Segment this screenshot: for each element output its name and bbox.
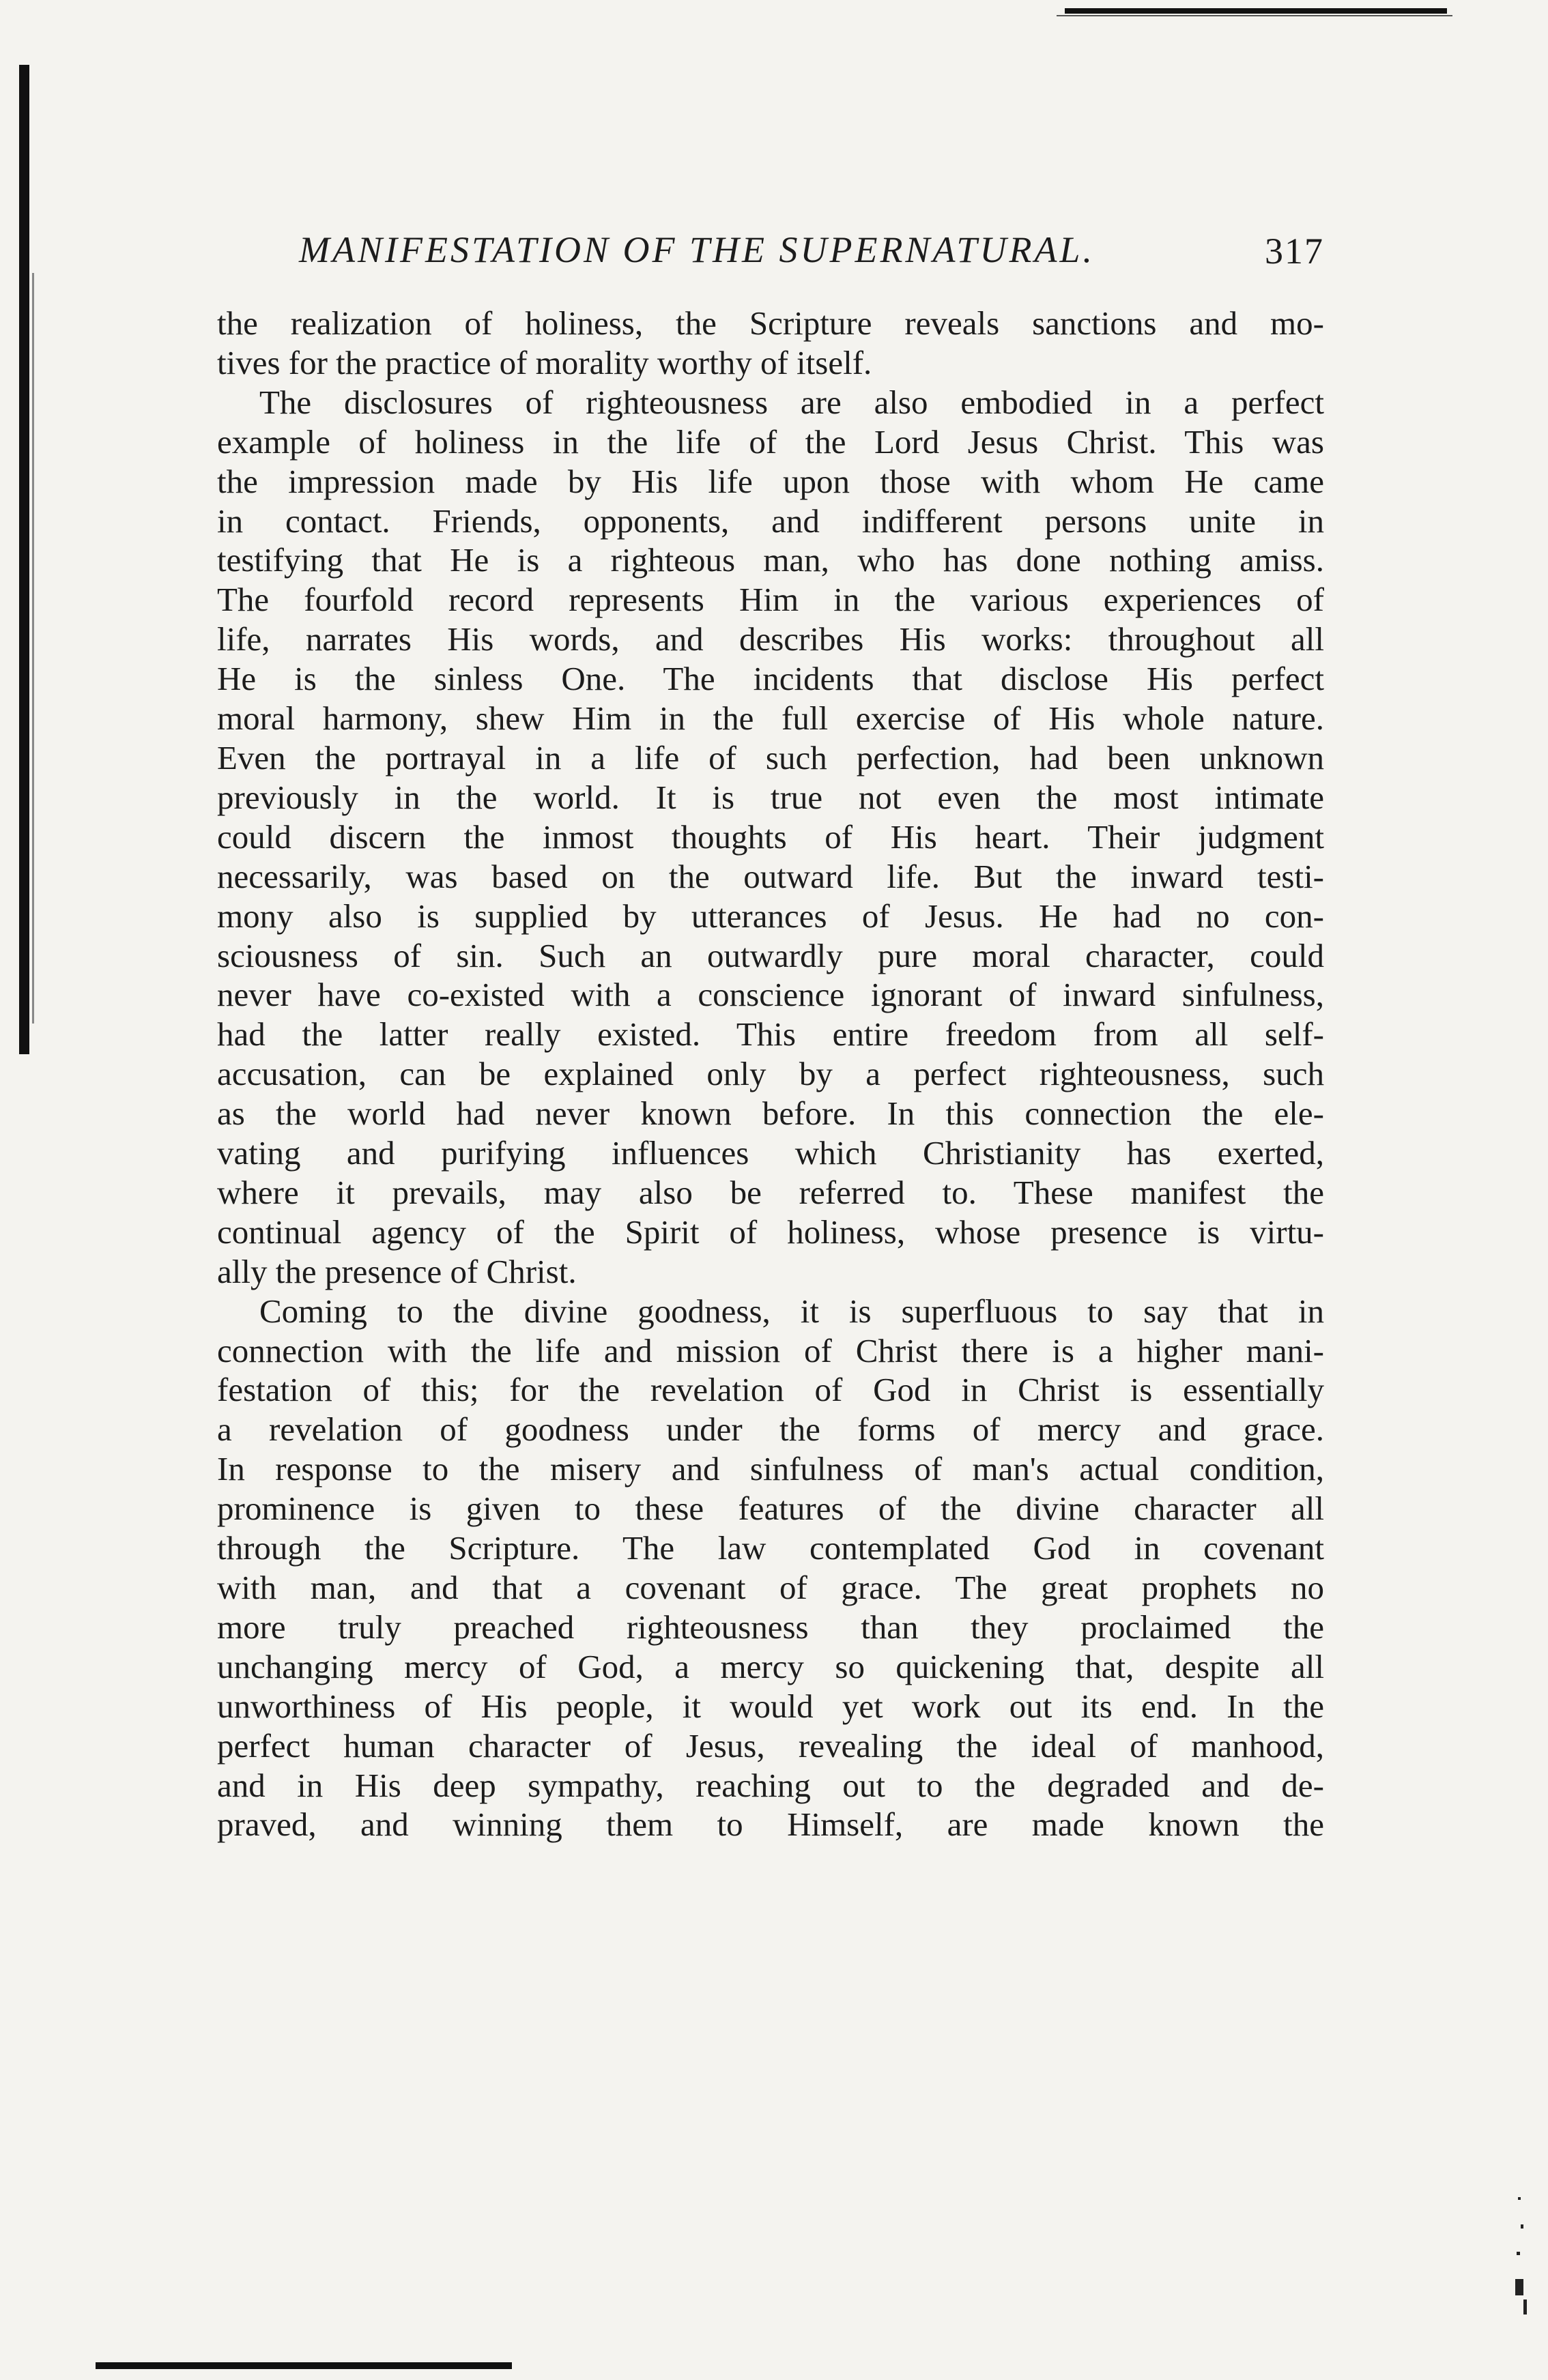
scan-border-top-thin <box>1057 15 1452 16</box>
text-line: unchanging mercy of God, a mercy so quickening that, despite all <box>217 1647 1324 1685</box>
text-line: the realization of holiness, the Scripture reveals sanctions and mo- <box>217 304 1324 342</box>
text-line: and in His deep sympathy, reaching out to the degraded and de- <box>217 1766 1324 1804</box>
scan-border-top <box>1065 8 1447 14</box>
text-line: prominence is given to these features of the divine character all <box>217 1490 1324 1528</box>
text-line: with man, and that a covenant of grace. The great prophets no <box>217 1569 1324 1606</box>
running-title: MANIFESTATION OF THE SUPERNATURAL. <box>299 229 1095 270</box>
text-line: where it prevails, may also be referred to. These manifest the <box>217 1173 1324 1211</box>
text-line: festation of this; for the revelation of God in Christ is essentially <box>217 1371 1324 1409</box>
text-line: Even the portrayal in a life of such perfection, had been unknown <box>217 738 1324 777</box>
scan-border-left <box>19 65 29 1054</box>
text-line: Coming to the divine goodness, it is superfluous to say that in <box>259 1292 1324 1330</box>
running-head <box>217 229 1324 304</box>
text-line: the impression made by His life upon those with whom He came <box>217 462 1324 500</box>
text-line: never have co-existed with a conscience ignorant of inward sinfulness, <box>217 976 1324 1014</box>
text-line: testifying that He is a righteous man, who has done nothing amiss. <box>217 541 1324 579</box>
text-line: In response to the misery and sinfulness of man's actual condition, <box>217 1450 1324 1488</box>
paragraph-3 <box>217 1292 1324 1845</box>
text-line: unworthiness of His people, it would yet work out its end. In the <box>217 1687 1324 1725</box>
text-line: life, narrates His words, and describes His works: throughout all <box>217 620 1324 658</box>
text-line: moral harmony, shew Him in the full exercise of His whole nature. <box>217 699 1324 738</box>
text-line: The fourfold record represents Him in the various experiences of <box>217 581 1324 619</box>
text-line: mony also is supplied by utterances of Jesus. He had no con- <box>217 897 1324 935</box>
text-line: ally the presence of Christ. <box>217 1252 577 1290</box>
text-line: tives for the practice of morality worthy of itself. <box>217 343 872 381</box>
paragraph-2 <box>217 383 1324 1292</box>
text-line: praved, and winning them to Himself, are made known the <box>217 1805 1324 1844</box>
text-line: had the latter really existed. This entire freedom from all self- <box>217 1015 1324 1054</box>
paragraph-1 <box>217 304 1324 383</box>
text-line: vating and purifying influences which Christianity has exerted, <box>217 1134 1324 1172</box>
text-line: perfect human character of Jesus, revealing the ideal of manhood, <box>217 1726 1324 1765</box>
scan-border-bottom <box>96 2362 512 2369</box>
scan-border-left-thin <box>32 273 34 1024</box>
text-line: example of holiness in the life of the Lord Jesus Christ. This was <box>217 422 1324 461</box>
page-number: 317 <box>1265 231 1324 272</box>
text-line: sciousness of sin. Such an outwardly pure moral character, could <box>217 936 1324 974</box>
text-line: could discern the inmost thoughts of His heart. Their judgment <box>217 817 1324 856</box>
text-line: The disclosures of righteousness are also embodied in a perfect <box>259 383 1324 421</box>
text-line: through the Scripture. The law contemplated God in covenant <box>217 1529 1324 1567</box>
scan-specks-right <box>1514 2197 1528 2320</box>
text-line: a revelation of goodness under the forms of mercy and grace. <box>217 1410 1324 1449</box>
book-page <box>217 229 1324 1844</box>
text-line: previously in the world. It is true not even the most intimate <box>217 778 1324 816</box>
body-text <box>217 304 1324 1844</box>
text-line: necessarily, was based on the outward life. But the inward testi- <box>217 857 1324 895</box>
text-line: as the world had never known before. In this connection the ele- <box>217 1094 1324 1133</box>
text-line: He is the sinless One. The incidents that disclose His perfect <box>217 660 1324 698</box>
text-line: more truly preached righteousness than they proclaimed the <box>217 1608 1324 1646</box>
text-line: in contact. Friends, opponents, and indifferent persons unite in <box>217 502 1324 540</box>
text-line: continual agency of the Spirit of holiness, whose presence is virtu- <box>217 1213 1324 1251</box>
text-line: connection with the life and mission of Christ there is a higher mani- <box>217 1331 1324 1369</box>
text-line: accusation, can be explained only by a perfect righteousness, such <box>217 1055 1324 1093</box>
